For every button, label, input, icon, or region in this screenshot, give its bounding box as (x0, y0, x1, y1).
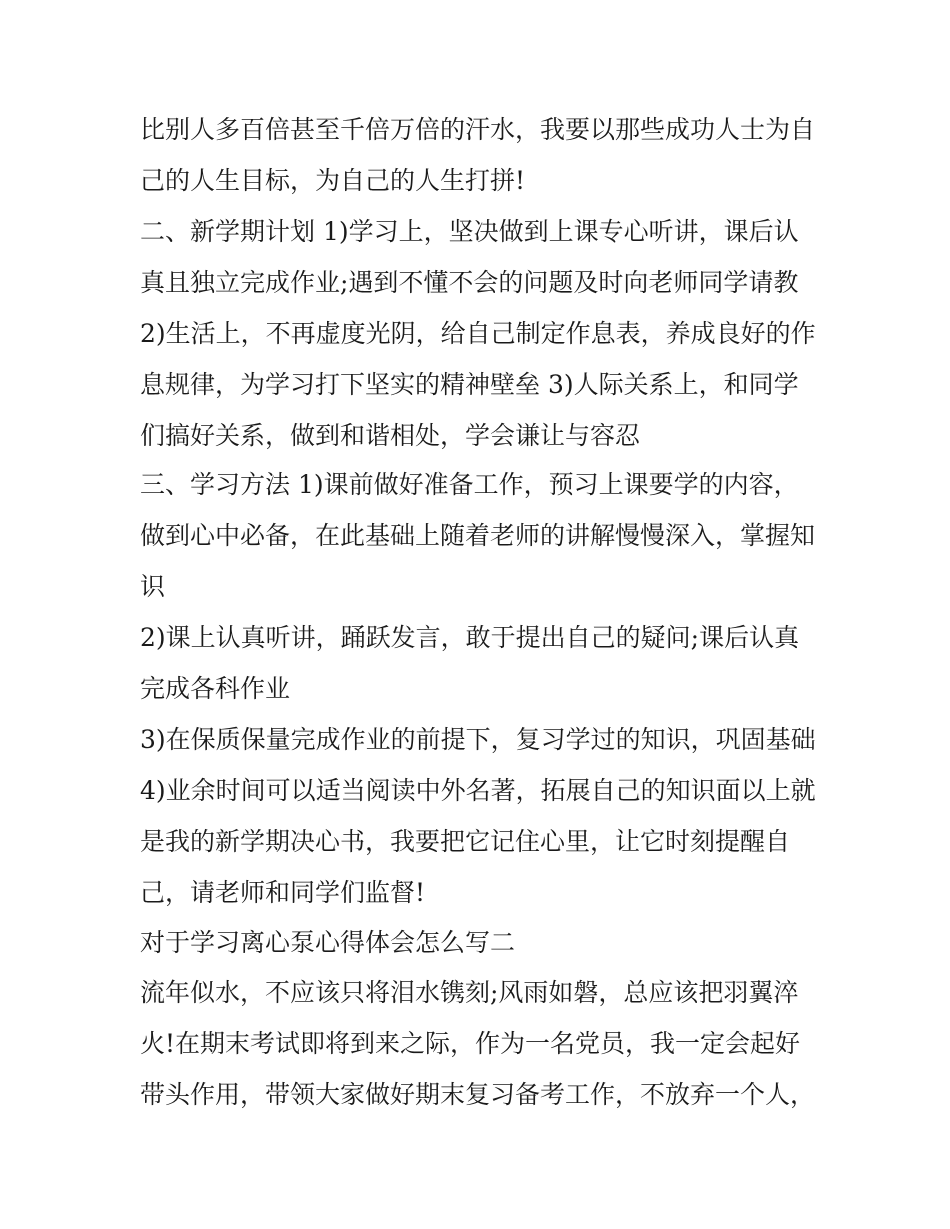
paragraph-line: 流年似水，不应该只将泪水镌刻;风雨如磐，总应该把羽翼淬 (140, 978, 799, 1007)
paragraph-line: 是我的新学期决心书，我要把它记住心里，让它时刻提醒自 (140, 827, 791, 856)
section-heading-plan: 二、新学期计划 1)学习上，坚决做到上课专心听讲，课后认 (140, 217, 799, 246)
paragraph-line: 2)课上认真听讲，踊跃发言，敢于提出自己的疑问;课后认真 (140, 623, 800, 652)
paragraph-line: 带头作用，带领大家做好期末复习备考工作，不放弃一个人， (140, 1080, 816, 1109)
paragraph-line: 做到心中必备，在此基础上随着老师的讲解慢慢深入，掌握知 (140, 521, 816, 550)
paragraph-line: 3)在保质保量完成作业的前提下，复习学过的知识，巩固基础 (140, 725, 816, 754)
paragraph-line: 2)生活上，不再虚度光阴，给自己制定作息表，养成良好的作 (140, 319, 816, 348)
paragraph-line: 息规律，为学习打下坚实的精神壁垒 3)人际关系上，和同学 (140, 370, 799, 399)
paragraph-line: 真且独立完成作业;遇到不懂不会的问题及时向老师同学请教 (140, 268, 799, 297)
paragraph-line: 4)业余时间可以适当阅读中外名著，拓展自己的知识面以上就 (140, 776, 816, 805)
paragraph-line: 识 (140, 572, 166, 601)
paragraph-line: 比别人多百倍甚至千倍万倍的汗水，我要以那些成功人士为自 (140, 115, 816, 144)
section-heading-method: 三、学习方法 1)课前做好准备工作，预习上课要学的内容， (140, 470, 799, 499)
paragraph-line: 完成各科作业 (140, 674, 291, 703)
section-title: 对于学习离心泵心得体会怎么写二 (140, 928, 516, 957)
paragraph-line: 己的人生目标，为自己的人生打拼! (140, 166, 526, 195)
paragraph-line: 们搞好关系，做到和谐相处，学会谦让与容忍 (140, 421, 641, 450)
paragraph-line: 火!在期末考试即将到来之际，作为一名党员，我一定会起好 (140, 1029, 801, 1058)
paragraph-line: 己，请老师和同学们监督! (140, 878, 426, 907)
